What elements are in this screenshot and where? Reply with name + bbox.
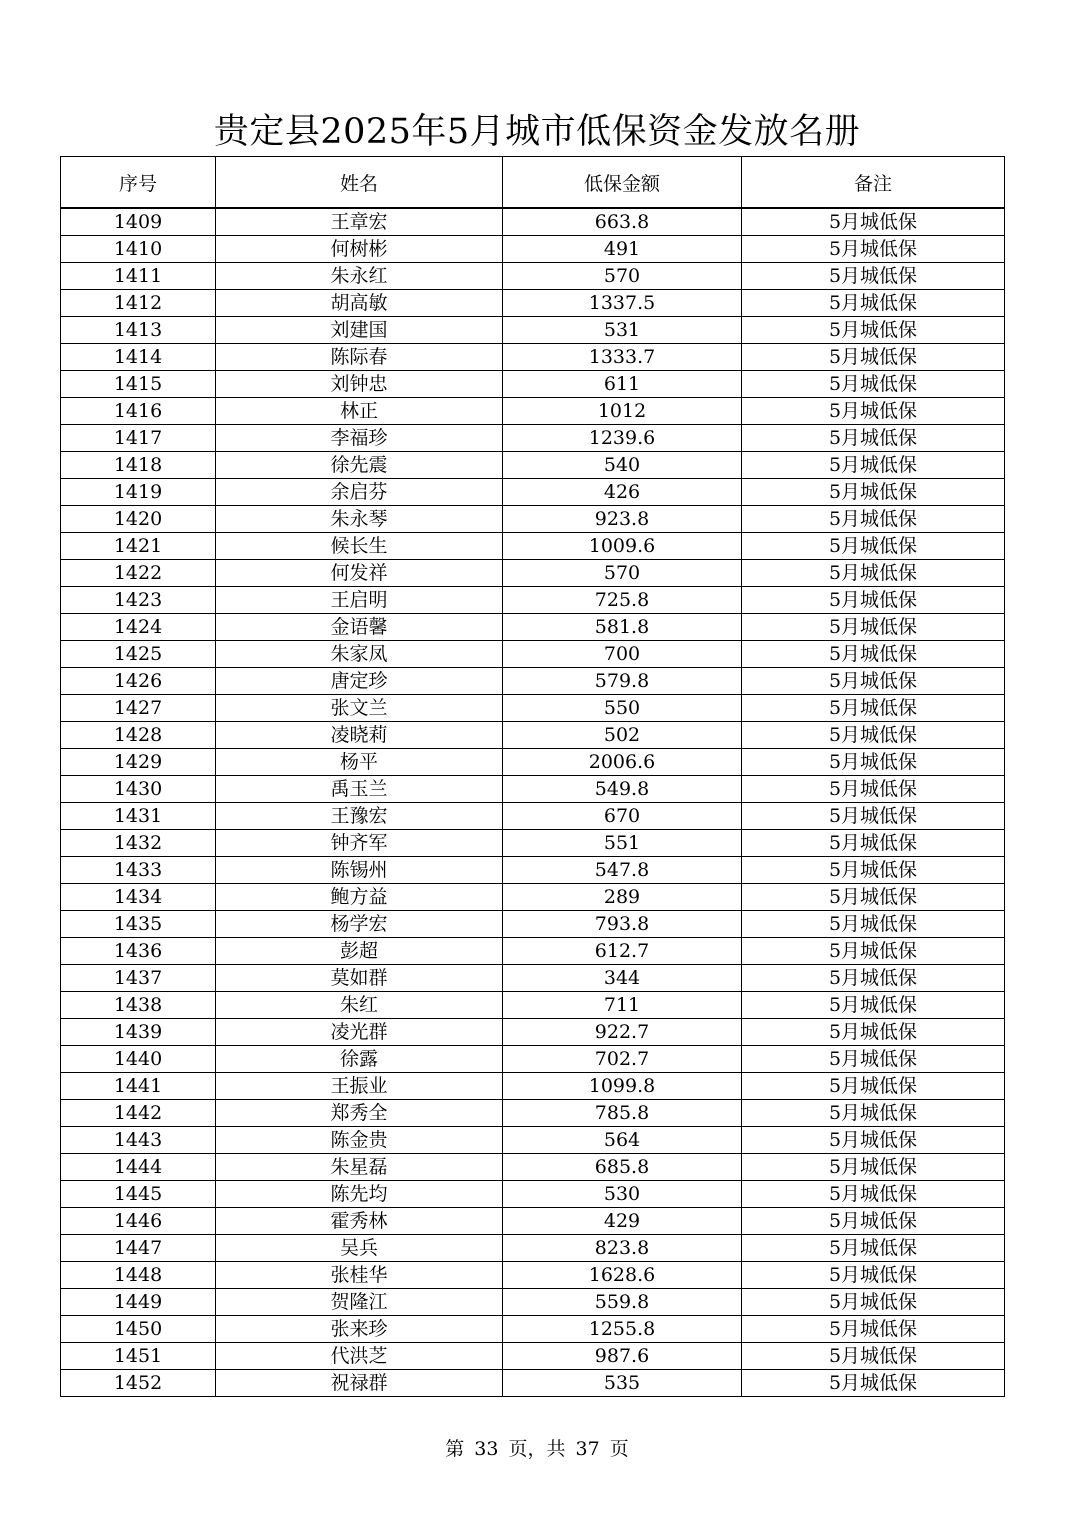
table-row [61, 263, 1005, 290]
cell-serial-number: 1421 [61, 533, 216, 560]
cell-amount: 1255.8 [503, 1316, 742, 1343]
table-row [61, 398, 1005, 425]
cell-amount: 823.8 [503, 1235, 742, 1262]
cell-name: 何发祥 [216, 560, 503, 587]
cell-name: 彭超 [216, 938, 503, 965]
cell-amount: 540 [503, 452, 742, 479]
table-row [61, 1046, 1005, 1073]
cell-remark: 5月城低保 [742, 884, 1005, 911]
cell-serial-number: 1416 [61, 398, 216, 425]
cell-name: 凌光群 [216, 1019, 503, 1046]
table-row [61, 533, 1005, 560]
table-row [61, 1316, 1005, 1343]
cell-remark: 5月城低保 [742, 614, 1005, 641]
cell-name: 林正 [216, 398, 503, 425]
cell-name: 陈先均 [216, 1181, 503, 1208]
cell-amount: 581.8 [503, 614, 742, 641]
cell-name: 吴兵 [216, 1235, 503, 1262]
cell-remark: 5月城低保 [742, 1127, 1005, 1154]
cell-remark: 5月城低保 [742, 1073, 1005, 1100]
cell-remark: 5月城低保 [742, 641, 1005, 668]
cell-remark: 5月城低保 [742, 208, 1005, 236]
table-row [61, 506, 1005, 533]
cell-amount: 711 [503, 992, 742, 1019]
cell-serial-number: 1419 [61, 479, 216, 506]
table-row [61, 236, 1005, 263]
relief-fund-table [60, 156, 1005, 1397]
cell-serial-number: 1437 [61, 965, 216, 992]
table-row [61, 290, 1005, 317]
table-row [61, 1262, 1005, 1289]
table-row [61, 695, 1005, 722]
cell-name: 莫如群 [216, 965, 503, 992]
table-row [61, 425, 1005, 452]
cell-amount: 987.6 [503, 1343, 742, 1370]
table-row [61, 857, 1005, 884]
header-serial-number: 序号 [61, 157, 216, 209]
cell-name: 陈际春 [216, 344, 503, 371]
cell-serial-number: 1433 [61, 857, 216, 884]
cell-serial-number: 1418 [61, 452, 216, 479]
cell-serial-number: 1417 [61, 425, 216, 452]
table-header-row [61, 157, 1005, 209]
cell-remark: 5月城低保 [742, 992, 1005, 1019]
cell-serial-number: 1442 [61, 1100, 216, 1127]
table-row [61, 1154, 1005, 1181]
cell-serial-number: 1449 [61, 1289, 216, 1316]
cell-serial-number: 1429 [61, 749, 216, 776]
cell-amount: 535 [503, 1370, 742, 1397]
cell-amount: 1009.6 [503, 533, 742, 560]
table-row [61, 1370, 1005, 1397]
cell-serial-number: 1430 [61, 776, 216, 803]
cell-amount: 559.8 [503, 1289, 742, 1316]
cell-serial-number: 1445 [61, 1181, 216, 1208]
table-row [61, 749, 1005, 776]
cell-remark: 5月城低保 [742, 1208, 1005, 1235]
cell-name: 朱永红 [216, 263, 503, 290]
cell-amount: 1012 [503, 398, 742, 425]
table-row [61, 208, 1005, 236]
cell-amount: 670 [503, 803, 742, 830]
cell-remark: 5月城低保 [742, 722, 1005, 749]
cell-remark: 5月城低保 [742, 236, 1005, 263]
cell-serial-number: 1444 [61, 1154, 216, 1181]
cell-name: 余启芬 [216, 479, 503, 506]
cell-serial-number: 1426 [61, 668, 216, 695]
table-row [61, 776, 1005, 803]
table-body [61, 208, 1005, 1397]
cell-name: 杨平 [216, 749, 503, 776]
cell-serial-number: 1439 [61, 1019, 216, 1046]
cell-amount: 570 [503, 263, 742, 290]
cell-serial-number: 1438 [61, 992, 216, 1019]
cell-remark: 5月城低保 [742, 1100, 1005, 1127]
cell-amount: 547.8 [503, 857, 742, 884]
table-row [61, 317, 1005, 344]
cell-name: 张来珍 [216, 1316, 503, 1343]
cell-amount: 700 [503, 641, 742, 668]
cell-name: 郑秀全 [216, 1100, 503, 1127]
table-row [61, 452, 1005, 479]
table-row [61, 1019, 1005, 1046]
cell-remark: 5月城低保 [742, 1046, 1005, 1073]
cell-name: 陈金贵 [216, 1127, 503, 1154]
cell-serial-number: 1435 [61, 911, 216, 938]
cell-name: 金语馨 [216, 614, 503, 641]
cell-remark: 5月城低保 [742, 479, 1005, 506]
cell-remark: 5月城低保 [742, 1262, 1005, 1289]
cell-amount: 793.8 [503, 911, 742, 938]
cell-amount: 426 [503, 479, 742, 506]
cell-serial-number: 1425 [61, 641, 216, 668]
cell-serial-number: 1415 [61, 371, 216, 398]
table-row [61, 1235, 1005, 1262]
cell-amount: 685.8 [503, 1154, 742, 1181]
cell-name: 王启明 [216, 587, 503, 614]
cell-remark: 5月城低保 [742, 1019, 1005, 1046]
cell-name: 鲍方益 [216, 884, 503, 911]
cell-name: 朱家凤 [216, 641, 503, 668]
cell-amount: 570 [503, 560, 742, 587]
table-row [61, 1127, 1005, 1154]
cell-name: 王豫宏 [216, 803, 503, 830]
cell-remark: 5月城低保 [742, 749, 1005, 776]
cell-serial-number: 1446 [61, 1208, 216, 1235]
cell-remark: 5月城低保 [742, 317, 1005, 344]
cell-amount: 923.8 [503, 506, 742, 533]
cell-serial-number: 1427 [61, 695, 216, 722]
cell-amount: 725.8 [503, 587, 742, 614]
cell-remark: 5月城低保 [742, 1154, 1005, 1181]
table-row [61, 668, 1005, 695]
cell-name: 胡高敏 [216, 290, 503, 317]
cell-amount: 564 [503, 1127, 742, 1154]
cell-amount: 429 [503, 1208, 742, 1235]
cell-serial-number: 1420 [61, 506, 216, 533]
cell-remark: 5月城低保 [742, 452, 1005, 479]
cell-remark: 5月城低保 [742, 965, 1005, 992]
cell-amount: 922.7 [503, 1019, 742, 1046]
cell-name: 霍秀林 [216, 1208, 503, 1235]
cell-amount: 785.8 [503, 1100, 742, 1127]
page-number: 第 33 页，共 37 页 [445, 1438, 629, 1460]
cell-remark: 5月城低保 [742, 938, 1005, 965]
cell-name: 祝禄群 [216, 1370, 503, 1397]
cell-remark: 5月城低保 [742, 1343, 1005, 1370]
cell-remark: 5月城低保 [742, 1181, 1005, 1208]
cell-name: 贺隆江 [216, 1289, 503, 1316]
cell-amount: 531 [503, 317, 742, 344]
table-row [61, 1289, 1005, 1316]
cell-name: 候长生 [216, 533, 503, 560]
table-row [61, 1208, 1005, 1235]
cell-amount: 1628.6 [503, 1262, 742, 1289]
cell-serial-number: 1414 [61, 344, 216, 371]
cell-serial-number: 1409 [61, 208, 216, 236]
cell-remark: 5月城低保 [742, 830, 1005, 857]
table-row [61, 911, 1005, 938]
cell-name: 钟齐军 [216, 830, 503, 857]
cell-name: 朱星磊 [216, 1154, 503, 1181]
cell-remark: 5月城低保 [742, 290, 1005, 317]
cell-amount: 502 [503, 722, 742, 749]
table-row [61, 344, 1005, 371]
cell-amount: 1333.7 [503, 344, 742, 371]
cell-remark: 5月城低保 [742, 803, 1005, 830]
cell-serial-number: 1411 [61, 263, 216, 290]
table-row [61, 884, 1005, 911]
cell-name: 杨学宏 [216, 911, 503, 938]
table-row [61, 641, 1005, 668]
cell-amount: 491 [503, 236, 742, 263]
cell-name: 凌晓莉 [216, 722, 503, 749]
cell-serial-number: 1447 [61, 1235, 216, 1262]
cell-remark: 5月城低保 [742, 857, 1005, 884]
cell-name: 代洪芝 [216, 1343, 503, 1370]
header-name: 姓名 [216, 157, 503, 209]
cell-remark: 5月城低保 [742, 695, 1005, 722]
cell-serial-number: 1412 [61, 290, 216, 317]
table-row [61, 1100, 1005, 1127]
cell-name: 唐定珍 [216, 668, 503, 695]
table-row [61, 803, 1005, 830]
cell-remark: 5月城低保 [742, 398, 1005, 425]
cell-name: 陈锡州 [216, 857, 503, 884]
cell-serial-number: 1432 [61, 830, 216, 857]
cell-serial-number: 1448 [61, 1262, 216, 1289]
cell-amount: 1099.8 [503, 1073, 742, 1100]
cell-name: 禹玉兰 [216, 776, 503, 803]
table-row [61, 965, 1005, 992]
table-row [61, 587, 1005, 614]
table-row [61, 560, 1005, 587]
cell-remark: 5月城低保 [742, 911, 1005, 938]
header-amount: 低保金额 [503, 157, 742, 209]
cell-serial-number: 1422 [61, 560, 216, 587]
cell-remark: 5月城低保 [742, 1235, 1005, 1262]
table-row [61, 1343, 1005, 1370]
table-row [61, 1073, 1005, 1100]
cell-serial-number: 1434 [61, 884, 216, 911]
cell-amount: 611 [503, 371, 742, 398]
cell-name: 何树彬 [216, 236, 503, 263]
header-remark: 备注 [742, 157, 1005, 209]
cell-serial-number: 1441 [61, 1073, 216, 1100]
cell-amount: 550 [503, 695, 742, 722]
cell-amount: 1337.5 [503, 290, 742, 317]
cell-remark: 5月城低保 [742, 587, 1005, 614]
cell-remark: 5月城低保 [742, 1289, 1005, 1316]
cell-serial-number: 1431 [61, 803, 216, 830]
cell-amount: 344 [503, 965, 742, 992]
table-row [61, 992, 1005, 1019]
cell-name: 张桂华 [216, 1262, 503, 1289]
table-row [61, 479, 1005, 506]
cell-remark: 5月城低保 [742, 344, 1005, 371]
cell-name: 朱红 [216, 992, 503, 1019]
cell-remark: 5月城低保 [742, 425, 1005, 452]
cell-amount: 2006.6 [503, 749, 742, 776]
cell-serial-number: 1410 [61, 236, 216, 263]
cell-amount: 663.8 [503, 208, 742, 236]
cell-serial-number: 1423 [61, 587, 216, 614]
cell-amount: 289 [503, 884, 742, 911]
cell-amount: 612.7 [503, 938, 742, 965]
cell-remark: 5月城低保 [742, 1370, 1005, 1397]
cell-remark: 5月城低保 [742, 560, 1005, 587]
table-row [61, 1181, 1005, 1208]
cell-serial-number: 1413 [61, 317, 216, 344]
table-row [61, 614, 1005, 641]
cell-remark: 5月城低保 [742, 506, 1005, 533]
table-row [61, 722, 1005, 749]
page-title: 贵定县2025年5月城市低保资金发放名册 [213, 112, 861, 152]
table-row [61, 371, 1005, 398]
cell-name: 朱永琴 [216, 506, 503, 533]
cell-serial-number: 1451 [61, 1343, 216, 1370]
cell-name: 刘建国 [216, 317, 503, 344]
cell-remark: 5月城低保 [742, 776, 1005, 803]
cell-amount: 702.7 [503, 1046, 742, 1073]
table-row [61, 938, 1005, 965]
cell-serial-number: 1440 [61, 1046, 216, 1073]
cell-name: 刘钟忠 [216, 371, 503, 398]
cell-remark: 5月城低保 [742, 533, 1005, 560]
cell-serial-number: 1450 [61, 1316, 216, 1343]
cell-name: 李福珍 [216, 425, 503, 452]
cell-amount: 551 [503, 830, 742, 857]
cell-amount: 1239.6 [503, 425, 742, 452]
cell-name: 徐先震 [216, 452, 503, 479]
cell-amount: 549.8 [503, 776, 742, 803]
cell-remark: 5月城低保 [742, 263, 1005, 290]
cell-name: 张文兰 [216, 695, 503, 722]
cell-remark: 5月城低保 [742, 668, 1005, 695]
cell-serial-number: 1424 [61, 614, 216, 641]
cell-amount: 579.8 [503, 668, 742, 695]
cell-name: 王章宏 [216, 208, 503, 236]
cell-serial-number: 1436 [61, 938, 216, 965]
cell-serial-number: 1452 [61, 1370, 216, 1397]
cell-serial-number: 1428 [61, 722, 216, 749]
table-row [61, 830, 1005, 857]
cell-remark: 5月城低保 [742, 371, 1005, 398]
cell-remark: 5月城低保 [742, 1316, 1005, 1343]
cell-amount: 530 [503, 1181, 742, 1208]
cell-serial-number: 1443 [61, 1127, 216, 1154]
cell-name: 王振业 [216, 1073, 503, 1100]
cell-name: 徐露 [216, 1046, 503, 1073]
